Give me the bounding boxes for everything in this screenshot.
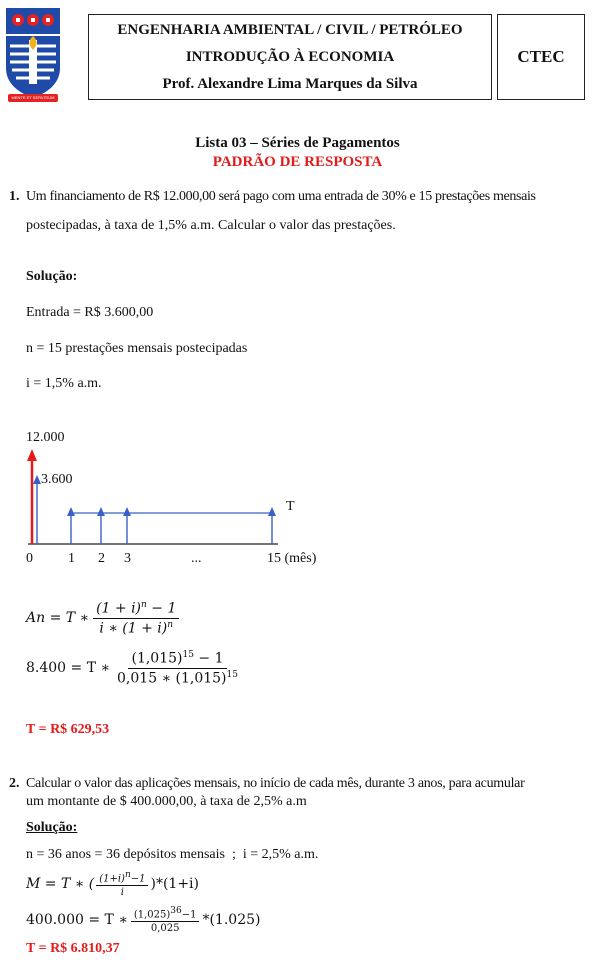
- q1-text-line1: Um financiamento de R$ 12.000,00 será pago com uma entrada de 30% e 15 prestações mensais: [26, 189, 536, 204]
- logo-motto: MENTE ET SERVITIUM: [11, 95, 55, 100]
- page-title: Lista 03 – Séries de Pagamentos: [195, 135, 400, 151]
- diagram-payment-label: T: [286, 499, 295, 514]
- header-professor: Prof. Alexandre Lima Marques da Silva: [162, 76, 418, 92]
- university-logo: [4, 6, 62, 106]
- q2-formula-numeric-lhs: 400.000 = T ∗: [26, 912, 128, 929]
- q1-formula-numeric-lhs: 8.400 = T ∗: [26, 660, 111, 677]
- payment-arrow-3-head: [123, 507, 131, 516]
- page-subtitle: PADRÃO DE RESPOSTA: [212, 154, 383, 170]
- axis-label-2: 2: [98, 551, 105, 566]
- ctec-box: CTEC: [497, 14, 585, 100]
- q1-i: i = 1,5% a.m.: [26, 376, 102, 391]
- q1-formula-general: An = T ∗ $\frac{(1 + i)^n - 1}{i ∗ (1 + i)^n}$: [26, 600, 179, 636]
- axis-label-0: 0: [26, 551, 33, 566]
- q2-number: 2.: [9, 776, 20, 791]
- q2-solution-label: Solução:: [26, 820, 78, 835]
- diagram-value-top: 12.000: [26, 430, 65, 445]
- header-subject: INTRODUÇÃO À ECONOMIA: [185, 49, 395, 65]
- q2-text-line1: Calcular o valor das aplicações mensais, no início de cada mês, durante 3 anos, para acumular: [26, 776, 525, 791]
- axis-label-ellipsis: ...: [191, 551, 202, 566]
- axis-label-3: 3: [124, 551, 131, 566]
- q1-formula-numeric: 8.400 = T ∗ $\frac{(1,015)^{15} - 1}{0,015 ∗ (1,015)^{15}}$: [26, 650, 238, 687]
- cash-flow-diagram: [20, 445, 320, 550]
- q1-answer: T = R$ 629,53: [26, 722, 110, 737]
- payment-arrow-2-head: [97, 507, 105, 516]
- q1-entrada: Entrada = R$ 3.600,00: [26, 305, 154, 320]
- diagram-value-entry: 3.600: [41, 472, 73, 487]
- q2-answer: T = R$ 6.810,37: [26, 941, 120, 956]
- q1-text-line2: postecipadas, à taxa de 1,5% a.m. Calcular o valor das prestações.: [26, 218, 396, 233]
- axis-label-15: 15 (mês): [267, 551, 317, 566]
- axis-label-1: 1: [68, 551, 75, 566]
- q1-number: 1.: [9, 189, 20, 204]
- header-course: ENGENHARIA AMBIENTAL / CIVIL / PETRÓLEO: [117, 22, 463, 38]
- q2-given: n = 36 anos = 36 depósitos mensais ; i = 2,5% a.m.: [26, 847, 319, 862]
- q2-text-line2: um montante de $ 400.000,00, à taxa de 2,5% a.m: [26, 794, 307, 809]
- q2-formula-general-rhs: )*(1+i): [150, 876, 199, 893]
- loan-arrow-head: [27, 449, 37, 461]
- q2-formula-numeric-rhs: *(1.025): [202, 912, 261, 929]
- q1-solution-label: Solução:: [26, 269, 78, 284]
- q1-formula-general-lhs: An = T ∗: [26, 610, 90, 627]
- q2-formula-general: M = T ∗ ( $\frac{(1+i)^n-1}{i}$ )*(1+i): [26, 870, 199, 899]
- entry-arrow-head: [33, 475, 41, 484]
- payment-arrow-15-head: [268, 507, 276, 516]
- q2-formula-general-lhs: M = T ∗ (: [26, 876, 95, 893]
- q2-formula-numeric: 400.000 = T ∗ $\frac{(1,025)^{36}-1}{0,025}$ *(1.025): [26, 906, 261, 935]
- payment-arrow-1-head: [67, 507, 75, 516]
- q1-n: n = 15 prestações mensais postecipadas: [26, 341, 248, 356]
